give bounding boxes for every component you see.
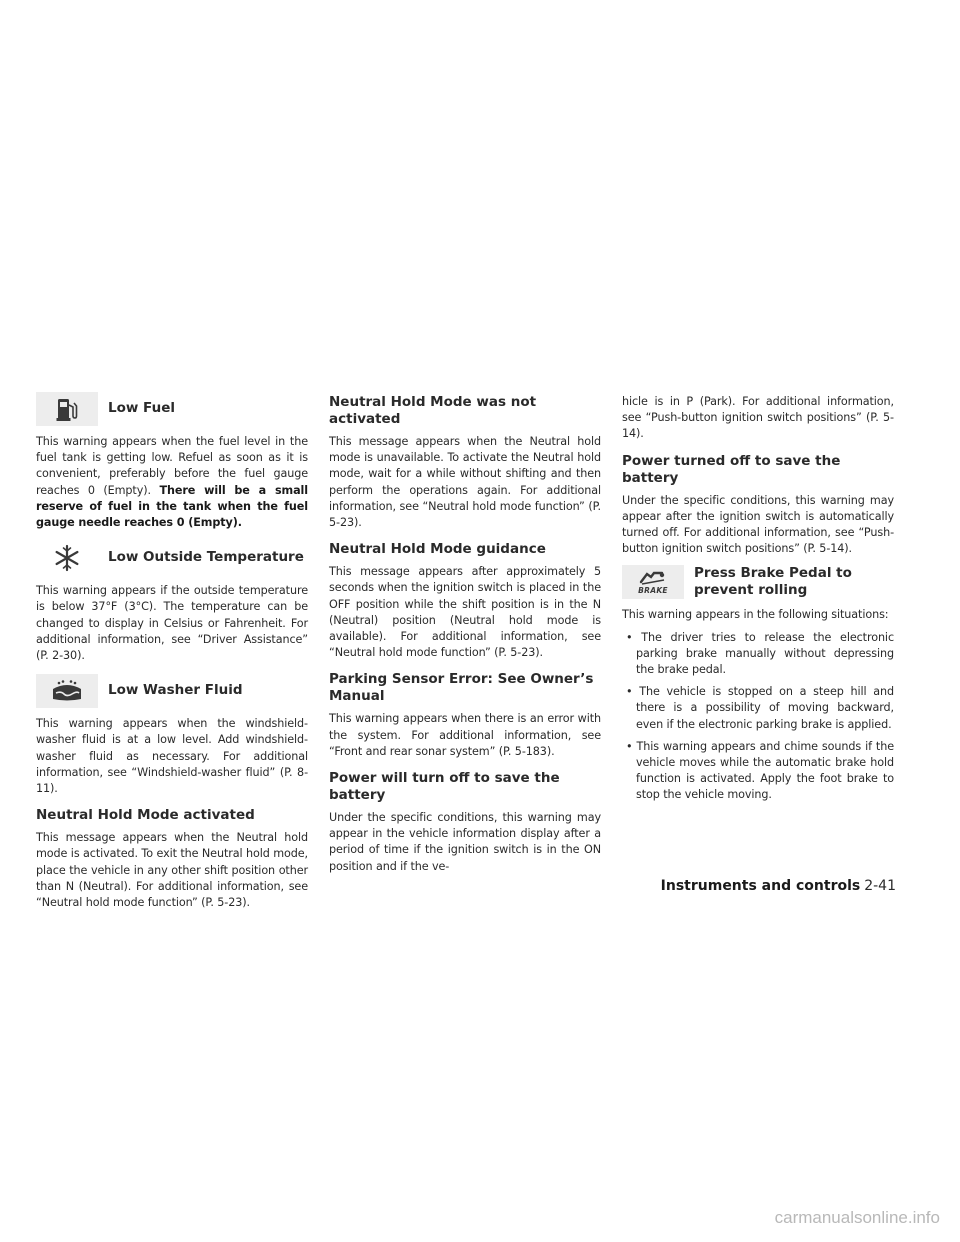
low-fuel-bold-note: There will be a small reserve of fuel in the tank when the fuel gauge needle reaches 0 (Empty). [36,483,308,530]
snowflake-icon [36,541,98,575]
power-will-turn-off-body: Under the specific conditions, this warning may appear in the vehicle information display after a period of time if the ignition switch is in the ON position and if the ve- [329,811,601,873]
low-washer-body: This warning appears when the windshield-washer fluid is at a low level. Add windshield-washer fluid as necessary. For additional information, see “Windshield-washer fluid” (P. 8-11). [36,717,308,796]
low-fuel-title: Low Fuel [108,400,175,416]
fuel-pump-icon [36,392,98,426]
parking-sensor-body: This warning appears when there is an error with the system. For additional information, see “Front and rear sonar system” (P. 5-183). [329,712,601,758]
neutral-activated-body: This message appears when the Neutral hold mode is activated. To exit the Neutral hold mode, place the vehicle in any other shift position other than N (Neutral). For additional information, see “Neutral hold mode function” (P. 5-23). [36,831,308,910]
low-washer-title: Low Washer Fluid [108,682,243,699]
column-3 [622,394,894,810]
neutral-guidance-title: Neutral Hold Mode guidance [329,541,546,558]
low-fuel-body: This warning appears when the fuel level in the fuel tank is getting low. Refuel as soon as it is convenient, preferably before the fuel gauge reaches 0 (Empty). There will be a small reserve of fuel in the tank when the fuel gauge needle reaches 0 (Empty). [36,435,308,530]
page-footer [620,875,896,894]
low-temp-body: This warning appears if the outside temperature is below 37°F (3°C). The temperature can be changed to display in Celsius or Fahrenheit. For additional information, see “Driver Assistance” (P. 2-30). [36,584,308,663]
column-2 [329,394,601,881]
continued-text: hicle is in P (Park). For additional information, see “Push-button ignition switch positions” (P. 5-14). [622,395,894,441]
brake-warning-icon [622,565,684,599]
list-item: • The driver tries to release the electronic parking brake manually without depressing the brake pedal. [626,630,894,677]
low-fuel-heading [36,392,308,426]
press-brake-heading [622,565,894,599]
power-will-turn-off-title: Power will turn off to save the battery [329,770,560,804]
press-brake-bullets [622,630,894,804]
neutral-guidance-body: This message appears after approximately 5 seconds when the ignition switch is placed in the OFF position while the shift position is in the N (Neutral) position (Neutral hold mode is available). For additional information, see “Neutral hold mode function” (P. 5-23). [329,565,601,660]
power-turned-off-body: Under the specific conditions, this warning may appear after the ignition switch is automatically turned off. For additional information, see “Push-button ignition switch positions” (P. 5-14). [622,493,894,556]
section-title: Instruments and controls [660,878,861,894]
page-number: 2-41 [864,878,896,894]
parking-sensor-title: Parking Sensor Error: See Owner’s Manual [329,671,594,705]
press-brake-title: Press Brake Pedal to prevent rolling [694,565,852,599]
low-temp-heading [36,541,308,575]
washer-fluid-icon [36,674,98,708]
watermark: carmanualsonline.info [774,1208,940,1227]
list-item: • The vehicle is stopped on a steep hill and there is a possibility of moving backward, even if the electronic parking brake is applied. [626,685,894,731]
power-turned-off-title: Power turned off to save the battery [622,452,841,486]
list-item: • This warning appears and chime sounds if the vehicle moves while the automatic brake hold function is activated. Apply the foot brake to stop the vehicle moving. [626,739,894,802]
column-1 [36,392,308,917]
press-brake-body: This warning appears in the following situations: [622,608,889,622]
neutral-not-activated-title: Neutral Hold Mode was not activated [329,394,537,427]
low-temp-title: Low Outside Temperature [108,549,304,566]
neutral-not-activated-body: This message appears when the Neutral hold mode is unavailable. To activate the Neutral hold mode, wait for a while without shifting and then perform the operations again. For additional information, see “Neutral hold mode function” (P. 5-23). [329,435,601,530]
neutral-activated-title: Neutral Hold Mode activated [36,807,255,824]
low-washer-heading [36,674,308,708]
brake-icon-label: BRAKE [638,585,668,595]
